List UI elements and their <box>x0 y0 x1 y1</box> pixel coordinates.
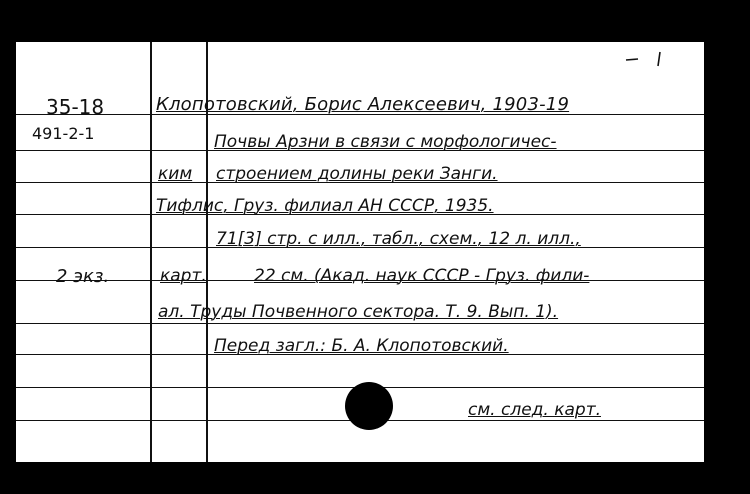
series-line-1: 22 см. (Акад. наук СССР - Груз. фили- <box>254 266 590 286</box>
pen-mark <box>624 48 674 68</box>
series-line-1-start: карт. <box>160 266 207 286</box>
author-note-line: Перед загл.: Б. А. Клопотовский. <box>214 336 509 356</box>
title-line-2: строением долины реки Занги. <box>216 164 498 184</box>
punch-hole <box>345 382 393 430</box>
copies-note: 2 экз. <box>56 266 110 287</box>
inventory-number: 491-2-1 <box>32 124 95 143</box>
catalog-card <box>16 42 704 462</box>
author-heading: Клопотовский, Борис Алексеевич, 1903-19 <box>156 94 570 115</box>
rule-line <box>16 323 704 324</box>
margin-line-left <box>150 42 152 462</box>
series-line-2: ал. Труды Почвенного сектора. Т. 9. Вып. 1). <box>158 302 559 322</box>
call-number: 35-18 <box>46 95 105 119</box>
title-line-1: Почвы Арзни в связи с морфологичес- <box>214 132 557 152</box>
imprint-line: Тифлис, Груз. филиал АН СССР, 1935. <box>156 196 494 216</box>
title-line-2-start: ким <box>158 164 193 184</box>
continuation-note: см. след. карт. <box>468 400 601 420</box>
collation-line: 71[3] стр. с илл., табл., схем., 12 л. илл., <box>216 229 581 249</box>
